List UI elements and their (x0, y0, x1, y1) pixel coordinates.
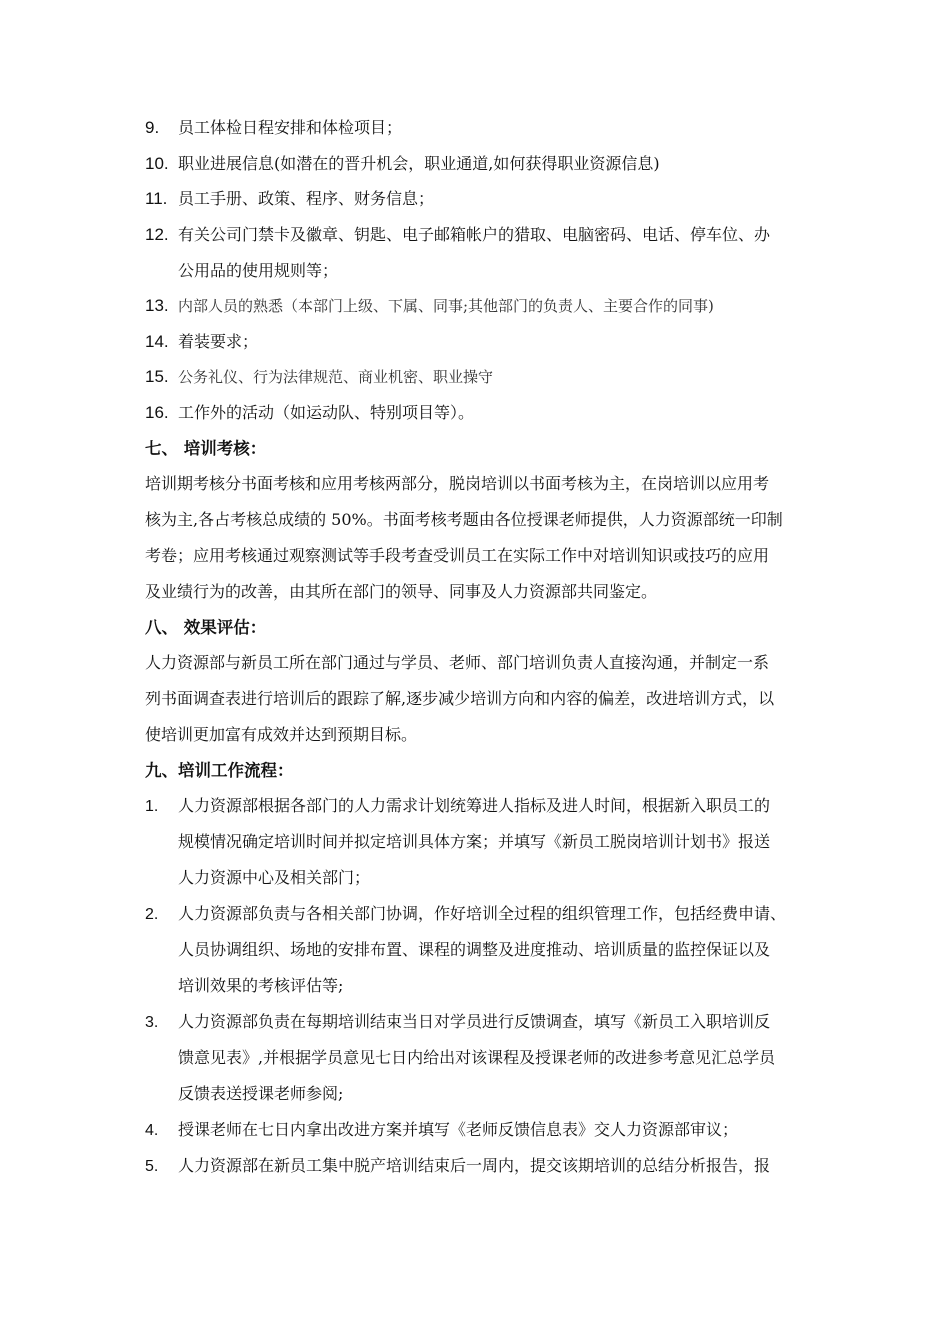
list-text: 职业进展信息(如潜在的晋升机会，职业通道,如何获得职业资源信息) (178, 154, 660, 173)
list-text: 公务礼仪、行为法律规范、商业机密、职业操守 (178, 368, 494, 386)
list-text: 授课老师在七日内拿出改进方案并填写《老师反馈信息表》交人力资源部审议； (178, 1120, 739, 1139)
paragraph-line: 及业绩行为的改善，由其所在部门的领导、同事及人力资源部共同鉴定。 (145, 582, 658, 601)
list-text: 有关公司门禁卡及徽章、钥匙、电子邮箱帐户的猎取、电脑密码、电话、停车位、办 (178, 225, 771, 244)
list-number: 4. (145, 1122, 159, 1139)
paragraph-line: 核为主,各占考核总成绩的 50%。书面考核考题由各位授课老师提供，人力资源部统一印制 (145, 510, 783, 529)
list-text: 人力资源部在新员工集中脱产培训结束后一周内，提交该期培训的总结分析报告，报 (178, 1156, 771, 1175)
list-item-continuation: 培训效果的考核评估等; (178, 976, 344, 995)
list-number: 5. (145, 1158, 159, 1175)
section-heading-7: 七、 培训考核： (145, 439, 267, 458)
paragraph-line: 使培训更加富有成效并达到预期目标。 (145, 725, 418, 744)
list-text: 人力资源部负责在每期培训结束当日对学员进行反馈调查，填写《新员工入职培训反 (178, 1012, 771, 1031)
list-item-continuation: 人力资源中心及相关部门； (178, 868, 371, 887)
list-item-continuation: 公用品的使用规则等； (178, 261, 339, 280)
list-item-continuation: 反馈表送授课老师参阅; (178, 1084, 344, 1103)
list-item (145, 1012, 820, 1033)
list-text: 工作外的活动（如运动队、特别项目等）。 (178, 403, 475, 422)
list-number: 3. (145, 1014, 159, 1031)
list-item (145, 225, 820, 245)
list-number: 10. (145, 154, 169, 173)
paragraph-line: 人力资源部与新员工所在部门通过与学员、老师、部门培训负责人直接沟通，并制定一系 (145, 653, 770, 672)
list-item (145, 332, 820, 352)
list-number: 13. (145, 296, 169, 315)
list-text: 员工体检日程安排和体检项目； (178, 118, 403, 137)
list-item (145, 1156, 820, 1177)
section-heading-8: 八、 效果评估： (145, 618, 267, 637)
list-text: 内部人员的熟悉（本部门上级、下属、同事;其他部门的负责人、主要合作的同事) (178, 297, 714, 315)
list-text: 员工手册、政策、程序、财务信息； (178, 189, 435, 208)
list-item (145, 296, 820, 316)
list-item (145, 154, 820, 174)
section-heading-9: 九、培训工作流程： (145, 761, 294, 780)
list-text: 人力资源部根据各部门的人力需求计划统筹进人指标及进人时间，根据新入职员工的 (178, 796, 771, 815)
list-number: 12. (145, 225, 169, 244)
list-number: 2. (145, 906, 159, 923)
list-item-continuation: 规模情况确定培训时间并拟定培训具体方案；并填写《新员工脱岗培训计划书》报送 (178, 832, 771, 851)
list-number: 1. (145, 798, 159, 815)
list-number: 14. (145, 332, 169, 351)
list-item (145, 904, 820, 925)
list-item (145, 403, 820, 423)
list-item (145, 367, 820, 387)
list-text: 着装要求； (178, 332, 259, 351)
list-item (145, 118, 820, 138)
list-number: 15. (145, 367, 169, 386)
list-item-continuation: 人员协调组织、场地的安排布置、课程的调整及进度推动、培训质量的监控保证以及 (178, 940, 771, 959)
paragraph-line: 考卷；应用考核通过观察测试等手段考查受训员工在实际工作中对培训知识或技巧的应用 (145, 546, 770, 565)
list-item-continuation: 馈意见表》,并根据学员意见七日内给出对该课程及授课老师的改进参考意见汇总学员 (178, 1048, 776, 1067)
list-number: 9. (145, 118, 160, 137)
list-item (145, 796, 820, 817)
paragraph-line: 列书面调查表进行培训后的跟踪了解,逐步减少培训方向和内容的偏差，改进培训方式，以 (145, 689, 775, 708)
list-item (145, 189, 820, 209)
list-number: 11. (145, 189, 168, 208)
list-number: 16. (145, 403, 169, 422)
list-item (145, 1120, 820, 1141)
paragraph-line: 培训期考核分书面考核和应用考核两部分，脱岗培训以书面考核为主，在岗培训以应用考 (145, 474, 770, 493)
list-text: 人力资源部负责与各相关部门协调，作好培训全过程的组织管理工作，包括经费申请、 (178, 904, 787, 923)
